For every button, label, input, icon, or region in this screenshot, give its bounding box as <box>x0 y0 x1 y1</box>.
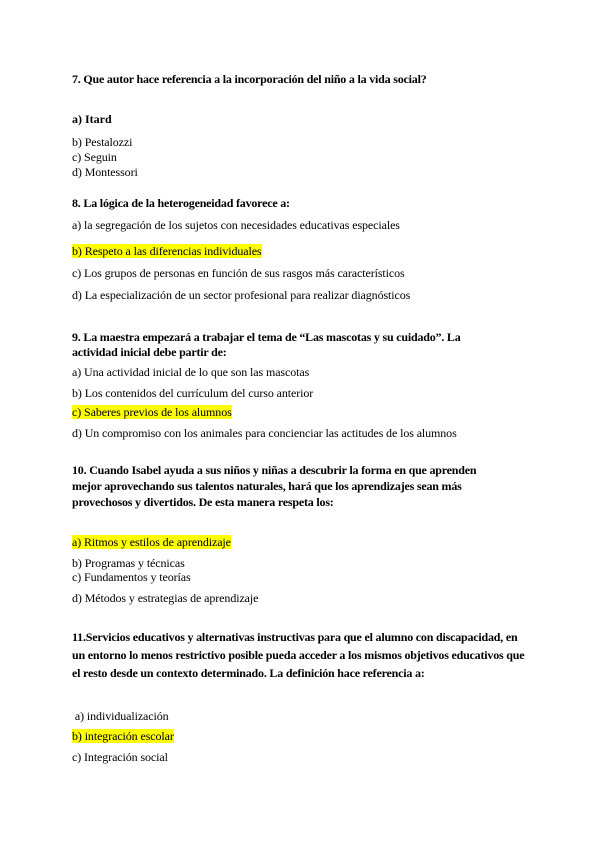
q9-option-b: b) Los contenidos del currículum del curso anterior <box>72 386 314 400</box>
q10-option-d: d) Métodos y estrategias de aprendizaje <box>72 591 259 605</box>
answer-highlight: c) Saberes previos de los alumnos <box>72 405 232 419</box>
q7-option-a-correct: a) Itard <box>72 112 112 126</box>
question-10-line-2: mejor aprovechando sus talentos naturales, hará que los aprendizajes sean más <box>72 479 462 493</box>
q11-option-a: a) individualización <box>72 709 169 723</box>
question-9-line-2: actividad inicial debe partir de: <box>72 345 227 359</box>
question-11-line-3: el resto desde un contexto determinado. La definición hace referencia a: <box>72 666 425 680</box>
q7-option-b: b) Pestalozzi <box>72 135 133 149</box>
question-9-line-1: 9. La maestra empezará a trabajar el tema de “Las mascotas y su cuidado”. La <box>72 330 461 344</box>
answer-highlight: b) integración escolar <box>72 729 174 743</box>
q9-option-a: a) Una actividad inicial de lo que son las mascotas <box>72 365 310 379</box>
q11-option-c: c) Integración social <box>72 750 168 764</box>
q8-option-a: a) la segregación de los sujetos con necesidades educativas especiales <box>72 218 400 232</box>
q11-option-b-correct <box>72 729 174 744</box>
q8-option-c: c) Los grupos de personas en función de sus rasgos más característicos <box>72 266 405 280</box>
question-11-line-2: un entorno lo menos restrictivo posible pueda acceder a los mismos objetivos educativos que <box>72 648 525 662</box>
answer-highlight: b) Respeto a las diferencias individuales <box>72 244 262 258</box>
question-10-line-1: 10. Cuando Isabel ayuda a sus niños y niñas a descubrir la forma en que aprenden <box>72 463 477 477</box>
q8-option-b-correct <box>72 244 262 259</box>
q7-option-c: c) Seguin <box>72 150 117 164</box>
q10-option-a-correct <box>72 535 231 550</box>
q8-option-d: d) La especialización de un sector profesional para realizar diagnósticos <box>72 288 411 302</box>
question-8: 8. La lógica de la heterogeneidad favorece a: <box>72 196 290 210</box>
question-7: 7. Que autor hace referencia a la incorporación del niño a la vida social? <box>72 72 427 86</box>
q9-option-c-correct <box>72 405 232 420</box>
question-11-line-1: 11.Servicios educativos y alternativas instructivas para que el alumno con discapacidad, en <box>72 630 518 644</box>
q9-option-d: d) Un compromiso con los animales para concienciar las actitudes de los alumnos <box>72 426 457 440</box>
answer-highlight: a) Ritmos y estilos de aprendizaje <box>72 535 231 549</box>
question-10-line-3: provechosos y divertidos. De esta manera respeta los: <box>72 495 334 509</box>
q10-option-b: b) Programas y técnicas <box>72 556 185 570</box>
q10-option-c: c) Fundamentos y teorías <box>72 570 191 584</box>
q7-option-d: d) Montessori <box>72 165 138 179</box>
